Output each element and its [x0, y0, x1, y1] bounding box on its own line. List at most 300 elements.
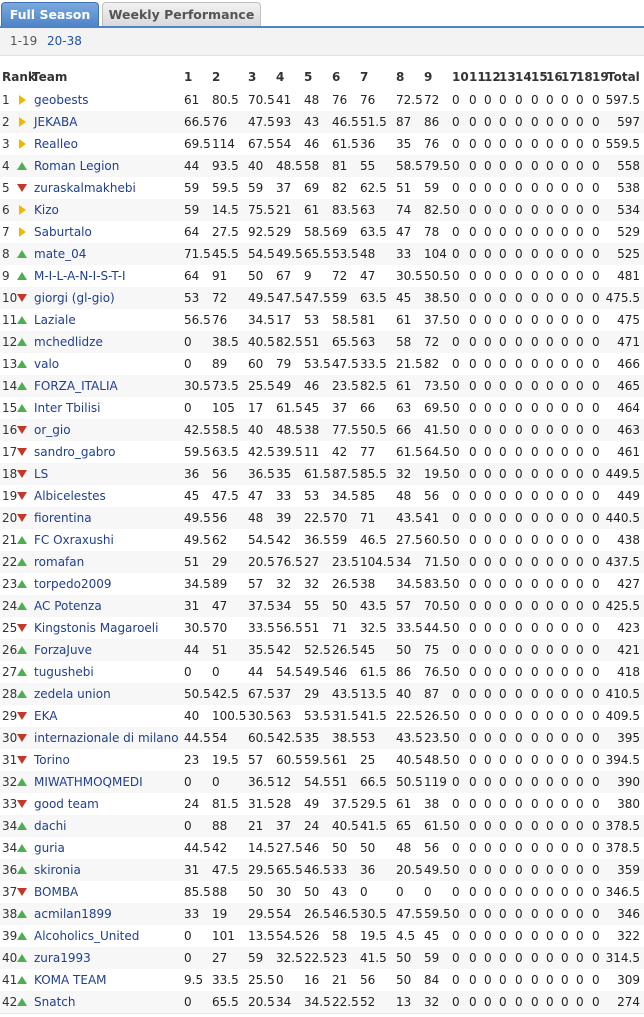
week-score-cell: 0 — [531, 467, 539, 481]
team-link[interactable]: M-I-L-A-N-I-S-T-I — [34, 269, 126, 283]
total-cell: 314.5 — [605, 951, 640, 965]
header-week: 5 — [304, 70, 313, 84]
week-score-cell: 53 — [184, 291, 200, 305]
week-score-cell: 47 — [212, 599, 228, 613]
rank-cell: 41 — [2, 973, 18, 987]
team-link[interactable]: Realleo — [34, 137, 78, 151]
week-score-cell: 0 — [546, 973, 554, 987]
trend-down-icon — [17, 293, 27, 303]
week-score-cell: 61 — [304, 203, 320, 217]
week-score-cell: 40.5 — [396, 753, 423, 767]
team-link[interactable]: internazionale di milano — [34, 731, 179, 745]
team-link[interactable]: mchedlidze — [34, 335, 103, 349]
trend-up-icon — [17, 381, 27, 391]
week-score-cell: 37 — [276, 687, 292, 701]
team-link[interactable]: Saburtalo — [34, 225, 92, 239]
week-score-cell: 47 — [248, 489, 264, 503]
week-score-cell: 0 — [576, 445, 584, 459]
header-rank: Rank — [2, 70, 36, 84]
week-score-cell: 53.5 — [332, 247, 359, 261]
table-row — [0, 925, 644, 948]
trend-up-icon — [17, 645, 27, 655]
week-score-cell: 22.5 — [332, 995, 359, 1009]
week-score-cell: 19.5 — [424, 467, 451, 481]
week-score-cell: 0 — [546, 181, 554, 195]
week-score-cell: 0 — [452, 709, 460, 723]
week-score-cell: 0 — [499, 973, 507, 987]
week-score-cell: 0 — [515, 93, 523, 107]
table-row — [0, 881, 644, 904]
week-score-cell: 0 — [499, 907, 507, 921]
week-score-cell: 0 — [576, 819, 584, 833]
team-link[interactable]: Torino — [34, 753, 70, 767]
week-score-cell: 0 — [531, 225, 539, 239]
week-score-cell: 21 — [248, 819, 264, 833]
total-cell: 461 — [617, 445, 640, 459]
rank-cell: 24 — [2, 599, 18, 613]
week-score-cell: 0 — [515, 731, 523, 745]
team-link[interactable]: zura1993 — [34, 951, 91, 965]
week-score-cell: 38 — [360, 577, 376, 591]
week-score-cell: 0 — [592, 731, 600, 745]
rank-cell: 13 — [2, 357, 18, 371]
week-score-cell: 41.5 — [360, 951, 387, 965]
total-cell: 471 — [617, 335, 640, 349]
week-score-cell: 114 — [212, 137, 235, 151]
header-week: 12 — [484, 70, 501, 84]
week-score-cell: 0 — [576, 489, 584, 503]
week-score-cell: 0 — [531, 709, 539, 723]
week-score-cell: 33 — [184, 907, 200, 921]
team-link[interactable]: giorgi (gl-gio) — [34, 291, 115, 305]
week-score-cell: 0 — [515, 599, 523, 613]
week-score-cell: 54 — [212, 731, 228, 745]
week-score-cell: 0 — [561, 577, 569, 591]
team-link[interactable]: skironia — [34, 863, 81, 877]
table-row — [0, 133, 644, 156]
week-score-cell: 43.5 — [396, 511, 423, 525]
week-score-cell: 69.5 — [424, 401, 451, 415]
week-score-cell: 0 — [576, 687, 584, 701]
week-score-cell: 46 — [304, 379, 320, 393]
week-score-cell: 35 — [276, 467, 292, 481]
week-score-cell: 30.5 — [396, 269, 423, 283]
team-link[interactable]: fiorentina — [34, 511, 92, 525]
rank-cell: 22 — [2, 555, 18, 569]
week-score-cell: 76.5 — [276, 555, 303, 569]
week-score-cell: 21.5 — [396, 357, 423, 371]
total-cell: 390 — [617, 775, 640, 789]
week-score-cell: 0 — [546, 775, 554, 789]
week-score-cell: 82.5 — [424, 203, 451, 217]
week-score-cell: 23.5 — [332, 555, 359, 569]
week-score-cell: 0 — [452, 973, 460, 987]
week-score-cell: 0 — [484, 885, 492, 899]
team-link[interactable]: or_gio — [34, 423, 71, 437]
week-score-cell: 32.5 — [276, 951, 303, 965]
week-score-cell: 65 — [396, 819, 412, 833]
week-score-cell: 0 — [592, 753, 600, 767]
week-score-cell: 0 — [576, 335, 584, 349]
team-link[interactable]: valo — [34, 357, 60, 371]
week-score-cell: 0 — [469, 973, 477, 987]
week-score-cell: 63.5 — [360, 291, 387, 305]
team-link[interactable]: Roman Legion — [34, 159, 120, 173]
week-score-cell: 29 — [212, 555, 228, 569]
week-score-cell: 46 — [304, 137, 320, 151]
tab-bar — [0, 0, 644, 28]
week-score-cell: 4.5 — [396, 929, 416, 943]
week-score-cell: 60.5 — [276, 753, 303, 767]
week-score-cell: 72 — [212, 291, 228, 305]
week-score-cell: 67.5 — [248, 687, 275, 701]
header-week: 16 — [546, 70, 563, 84]
week-score-cell: 0 — [592, 445, 600, 459]
week-score-cell: 87 — [396, 115, 412, 129]
week-score-cell: 33.5 — [248, 621, 275, 635]
week-score-cell: 0 — [499, 269, 507, 283]
week-score-cell: 40 — [248, 159, 264, 173]
team-link[interactable]: Snatch — [34, 995, 76, 1009]
rank-cell: 6 — [2, 203, 10, 217]
week-score-cell: 50 — [396, 973, 412, 987]
week-score-cell: 0 — [484, 203, 492, 217]
week-score-cell: 86 — [396, 665, 412, 679]
team-link[interactable]: Kingstonis Magaroeli — [34, 621, 159, 635]
team-link[interactable]: ForzaJuve — [34, 643, 93, 657]
week-score-cell: 81 — [332, 159, 348, 173]
week-score-cell: 0 — [531, 555, 539, 569]
trend-up-icon — [17, 359, 27, 369]
rank-cell: 9 — [2, 269, 10, 283]
week-score-cell: 0 — [452, 841, 460, 855]
week-score-cell: 0 — [499, 445, 507, 459]
week-score-cell: 0 — [546, 687, 554, 701]
week-score-cell: 42.5 — [276, 731, 303, 745]
week-score-cell: 0 — [484, 951, 492, 965]
week-score-cell: 27.5 — [396, 533, 423, 547]
rank-cell: 5 — [2, 181, 10, 195]
week-score-cell: 49.5 — [304, 665, 331, 679]
week-score-cell: 82 — [332, 181, 348, 195]
week-score-cell: 0 — [469, 753, 477, 767]
week-score-cell: 41.5 — [360, 819, 387, 833]
week-score-cell: 0 — [561, 621, 569, 635]
week-score-cell: 0 — [592, 313, 600, 327]
team-link[interactable]: LS — [34, 467, 49, 481]
week-score-cell: 0 — [576, 511, 584, 525]
week-score-cell: 21 — [332, 973, 348, 987]
week-score-cell: 0 — [561, 973, 569, 987]
week-score-cell: 58 — [396, 335, 412, 349]
week-score-cell: 63 — [396, 401, 412, 415]
rank-cell: 28 — [2, 687, 18, 701]
team-link[interactable]: BOMBA — [34, 885, 79, 899]
week-score-cell: 45 — [304, 401, 320, 415]
team-link[interactable]: MIWATHMOQMEDI — [34, 775, 143, 789]
week-score-cell: 81 — [360, 313, 376, 327]
week-score-cell: 0 — [452, 313, 460, 327]
week-score-cell: 34.5 — [248, 313, 275, 327]
week-score-cell: 50.5 — [396, 775, 423, 789]
team-link[interactable]: Alcoholics_United — [34, 929, 140, 943]
week-score-cell: 38.5 — [332, 731, 359, 745]
week-score-cell: 0 — [546, 841, 554, 855]
week-score-cell: 0 — [531, 797, 539, 811]
week-score-cell: 64.5 — [424, 445, 451, 459]
week-score-cell: 0 — [484, 291, 492, 305]
trend-up-icon — [17, 843, 27, 853]
week-score-cell: 0 — [546, 929, 554, 943]
week-score-cell: 86 — [424, 115, 440, 129]
week-score-cell: 0 — [484, 159, 492, 173]
week-score-cell: 0 — [452, 577, 460, 591]
week-score-cell: 0 — [484, 797, 492, 811]
week-score-cell: 59.5 — [212, 181, 239, 195]
week-score-cell: 0 — [499, 555, 507, 569]
week-score-cell: 0 — [592, 137, 600, 151]
week-score-cell: 0 — [561, 511, 569, 525]
team-link[interactable]: guria — [34, 841, 65, 855]
week-score-cell: 0 — [452, 753, 460, 767]
week-score-cell: 36 — [360, 863, 376, 877]
week-score-cell: 0 — [546, 731, 554, 745]
week-score-cell: 47.5 — [276, 291, 303, 305]
week-score-cell: 0 — [592, 995, 600, 1009]
team-link[interactable]: good team — [34, 797, 99, 811]
week-score-cell: 58.5 — [396, 159, 423, 173]
week-score-cell: 61.5 — [396, 445, 423, 459]
week-score-cell: 0 — [592, 511, 600, 525]
team-link[interactable]: Laziale — [34, 313, 76, 327]
team-link[interactable]: KOMA TEAM — [34, 973, 107, 987]
team-link[interactable]: sandro_gabro — [34, 445, 116, 459]
trend-down-icon — [17, 799, 27, 809]
week-score-cell: 0 — [499, 863, 507, 877]
week-score-cell: 80.5 — [212, 93, 239, 107]
total-cell: 380 — [617, 797, 640, 811]
week-score-cell: 0 — [561, 335, 569, 349]
table-row — [0, 177, 644, 200]
week-score-cell: 51 — [304, 335, 320, 349]
table-row — [0, 441, 644, 464]
header-team: Team — [32, 70, 68, 84]
week-score-cell: 57 — [248, 753, 264, 767]
week-score-cell: 0 — [561, 907, 569, 921]
week-score-cell: 0 — [531, 819, 539, 833]
week-score-cell: 0 — [469, 379, 477, 393]
week-score-cell: 20.5 — [248, 555, 275, 569]
week-score-cell: 0 — [531, 269, 539, 283]
week-score-cell: 64 — [184, 225, 200, 239]
week-score-cell: 0 — [452, 687, 460, 701]
week-score-cell: 66.5 — [184, 115, 211, 129]
week-score-cell: 0 — [546, 423, 554, 437]
week-score-cell: 0 — [546, 995, 554, 1009]
week-score-cell: 49.5 — [248, 291, 275, 305]
week-score-cell: 0 — [576, 357, 584, 371]
week-score-cell: 0 — [515, 841, 523, 855]
week-score-cell: 50 — [248, 885, 264, 899]
week-score-cell: 55 — [304, 599, 320, 613]
range-link-20-38[interactable]: 20-38 — [47, 34, 82, 48]
week-score-cell: 32 — [396, 467, 412, 481]
total-cell: 449.5 — [605, 467, 640, 481]
week-score-cell: 54.5 — [304, 775, 331, 789]
week-score-cell: 0 — [499, 643, 507, 657]
team-link[interactable]: torpedo2009 — [34, 577, 112, 591]
week-score-cell: 0 — [484, 247, 492, 261]
week-score-cell: 0 — [469, 885, 477, 899]
week-score-cell: 0 — [499, 181, 507, 195]
table-row — [0, 573, 644, 596]
week-score-cell: 0 — [469, 313, 477, 327]
week-score-cell: 25.5 — [248, 379, 275, 393]
week-score-cell: 0 — [515, 863, 523, 877]
week-score-cell: 33.5 — [396, 621, 423, 635]
week-score-cell: 27.5 — [276, 841, 303, 855]
week-score-cell: 0 — [592, 841, 600, 855]
total-cell: 558 — [617, 159, 640, 173]
week-score-cell: 0 — [452, 819, 460, 833]
week-score-cell: 36 — [184, 467, 200, 481]
week-score-cell: 0 — [531, 247, 539, 261]
week-score-cell: 0 — [184, 357, 192, 371]
week-score-cell: 71.5 — [424, 555, 451, 569]
week-score-cell: 0 — [515, 555, 523, 569]
week-score-cell: 59 — [332, 533, 348, 547]
table-row — [0, 287, 644, 310]
team-link[interactable]: AC Potenza — [34, 599, 102, 613]
rank-cell: 14 — [2, 379, 18, 393]
rank-cell: 23 — [2, 577, 18, 591]
week-score-cell: 56.5 — [184, 313, 211, 327]
team-link[interactable]: Albicelestes — [34, 489, 106, 503]
week-score-cell: 0 — [531, 753, 539, 767]
week-score-cell: 0 — [515, 643, 523, 657]
week-score-cell: 0 — [484, 555, 492, 569]
total-cell: 359 — [617, 863, 640, 877]
week-score-cell: 32 — [424, 995, 440, 1009]
week-score-cell: 0 — [531, 401, 539, 415]
team-link[interactable]: EKA — [34, 709, 58, 723]
team-link[interactable]: tugushebi — [34, 665, 94, 679]
week-score-cell: 0 — [452, 731, 460, 745]
week-score-cell: 61 — [332, 753, 348, 767]
team-link[interactable]: zuraskalmakhebi — [34, 181, 136, 195]
week-score-cell: 23.5 — [424, 731, 451, 745]
week-score-cell: 43.5 — [360, 599, 387, 613]
week-score-cell: 27.5 — [212, 225, 239, 239]
week-score-cell: 0 — [484, 687, 492, 701]
week-score-cell: 0 — [546, 313, 554, 327]
week-score-cell: 48 — [304, 93, 320, 107]
tab-full-season[interactable]: Full Season — [1, 2, 99, 27]
week-score-cell: 63 — [360, 203, 376, 217]
week-score-cell: 50 — [396, 643, 412, 657]
week-score-cell: 0 — [469, 533, 477, 547]
team-link[interactable]: FORZA_ITALIA — [34, 379, 118, 393]
team-link[interactable]: acmilan1899 — [34, 907, 112, 921]
week-score-cell: 46.5 — [360, 533, 387, 547]
rank-cell: 31 — [2, 753, 18, 767]
total-cell: 378.5 — [605, 819, 640, 833]
week-score-cell: 0 — [515, 291, 523, 305]
table-row — [0, 617, 644, 640]
week-score-cell: 0 — [469, 467, 477, 481]
team-link[interactable]: Inter Tbilisi — [34, 401, 101, 415]
week-score-cell: 0 — [499, 709, 507, 723]
week-score-cell: 89 — [212, 357, 228, 371]
team-link[interactable]: geobests — [34, 93, 89, 107]
week-score-cell: 22.5 — [304, 951, 331, 965]
week-score-cell: 0 — [452, 533, 460, 547]
team-link[interactable]: romafan — [34, 555, 85, 569]
range-link-1-19[interactable]: 1-19 — [10, 34, 38, 48]
team-link[interactable]: FC Oxraxushi — [34, 533, 114, 547]
team-link[interactable]: JEKABA — [34, 115, 78, 129]
week-score-cell: 71.5 — [184, 247, 211, 261]
week-score-cell: 58.5 — [304, 225, 331, 239]
header-week: 13 — [499, 70, 516, 84]
week-score-cell: 0 — [531, 379, 539, 393]
week-score-cell: 0 — [515, 995, 523, 1009]
week-score-cell: 0 — [499, 423, 507, 437]
table-row — [0, 639, 644, 662]
week-score-cell: 0 — [184, 819, 192, 833]
week-score-cell: 0 — [452, 291, 460, 305]
team-link[interactable]: mate_04 — [34, 247, 87, 261]
week-score-cell: 65.5 — [304, 247, 331, 261]
week-score-cell: 0 — [515, 797, 523, 811]
week-score-cell: 0 — [561, 731, 569, 745]
week-score-cell: 0 — [576, 929, 584, 943]
team-link[interactable]: zedela union — [34, 687, 111, 701]
week-score-cell: 0 — [469, 291, 477, 305]
week-score-cell: 0 — [531, 621, 539, 635]
header-total: Total — [607, 70, 640, 84]
table-row — [0, 89, 644, 112]
total-cell: 465 — [617, 379, 640, 393]
team-link[interactable]: dachi — [34, 819, 67, 833]
week-score-cell: 32.5 — [360, 621, 387, 635]
week-score-cell: 63 — [360, 335, 376, 349]
week-score-cell: 0 — [546, 401, 554, 415]
week-score-cell: 76 — [212, 115, 228, 129]
week-score-cell: 0 — [499, 313, 507, 327]
week-score-cell: 89 — [212, 577, 228, 591]
week-score-cell: 0 — [452, 269, 460, 283]
team-link[interactable]: Kizo — [34, 203, 59, 217]
week-score-cell: 61 — [396, 313, 412, 327]
week-score-cell: 61.5 — [360, 665, 387, 679]
week-score-cell: 48 — [396, 841, 412, 855]
tab-weekly-performance[interactable]: Weekly Performance — [102, 2, 261, 27]
week-score-cell: 0 — [561, 357, 569, 371]
week-score-cell: 70.5 — [424, 599, 451, 613]
week-score-cell: 23 — [184, 753, 200, 767]
week-score-cell: 0 — [531, 533, 539, 547]
total-cell: 481 — [617, 269, 640, 283]
week-score-cell: 0 — [469, 401, 477, 415]
week-score-cell: 34.5 — [184, 577, 211, 591]
trend-up-icon — [17, 931, 27, 941]
week-score-cell: 0 — [561, 819, 569, 833]
table-row — [0, 485, 644, 508]
week-score-cell: 0 — [452, 775, 460, 789]
table-row — [0, 815, 644, 838]
week-score-cell: 0 — [531, 93, 539, 107]
